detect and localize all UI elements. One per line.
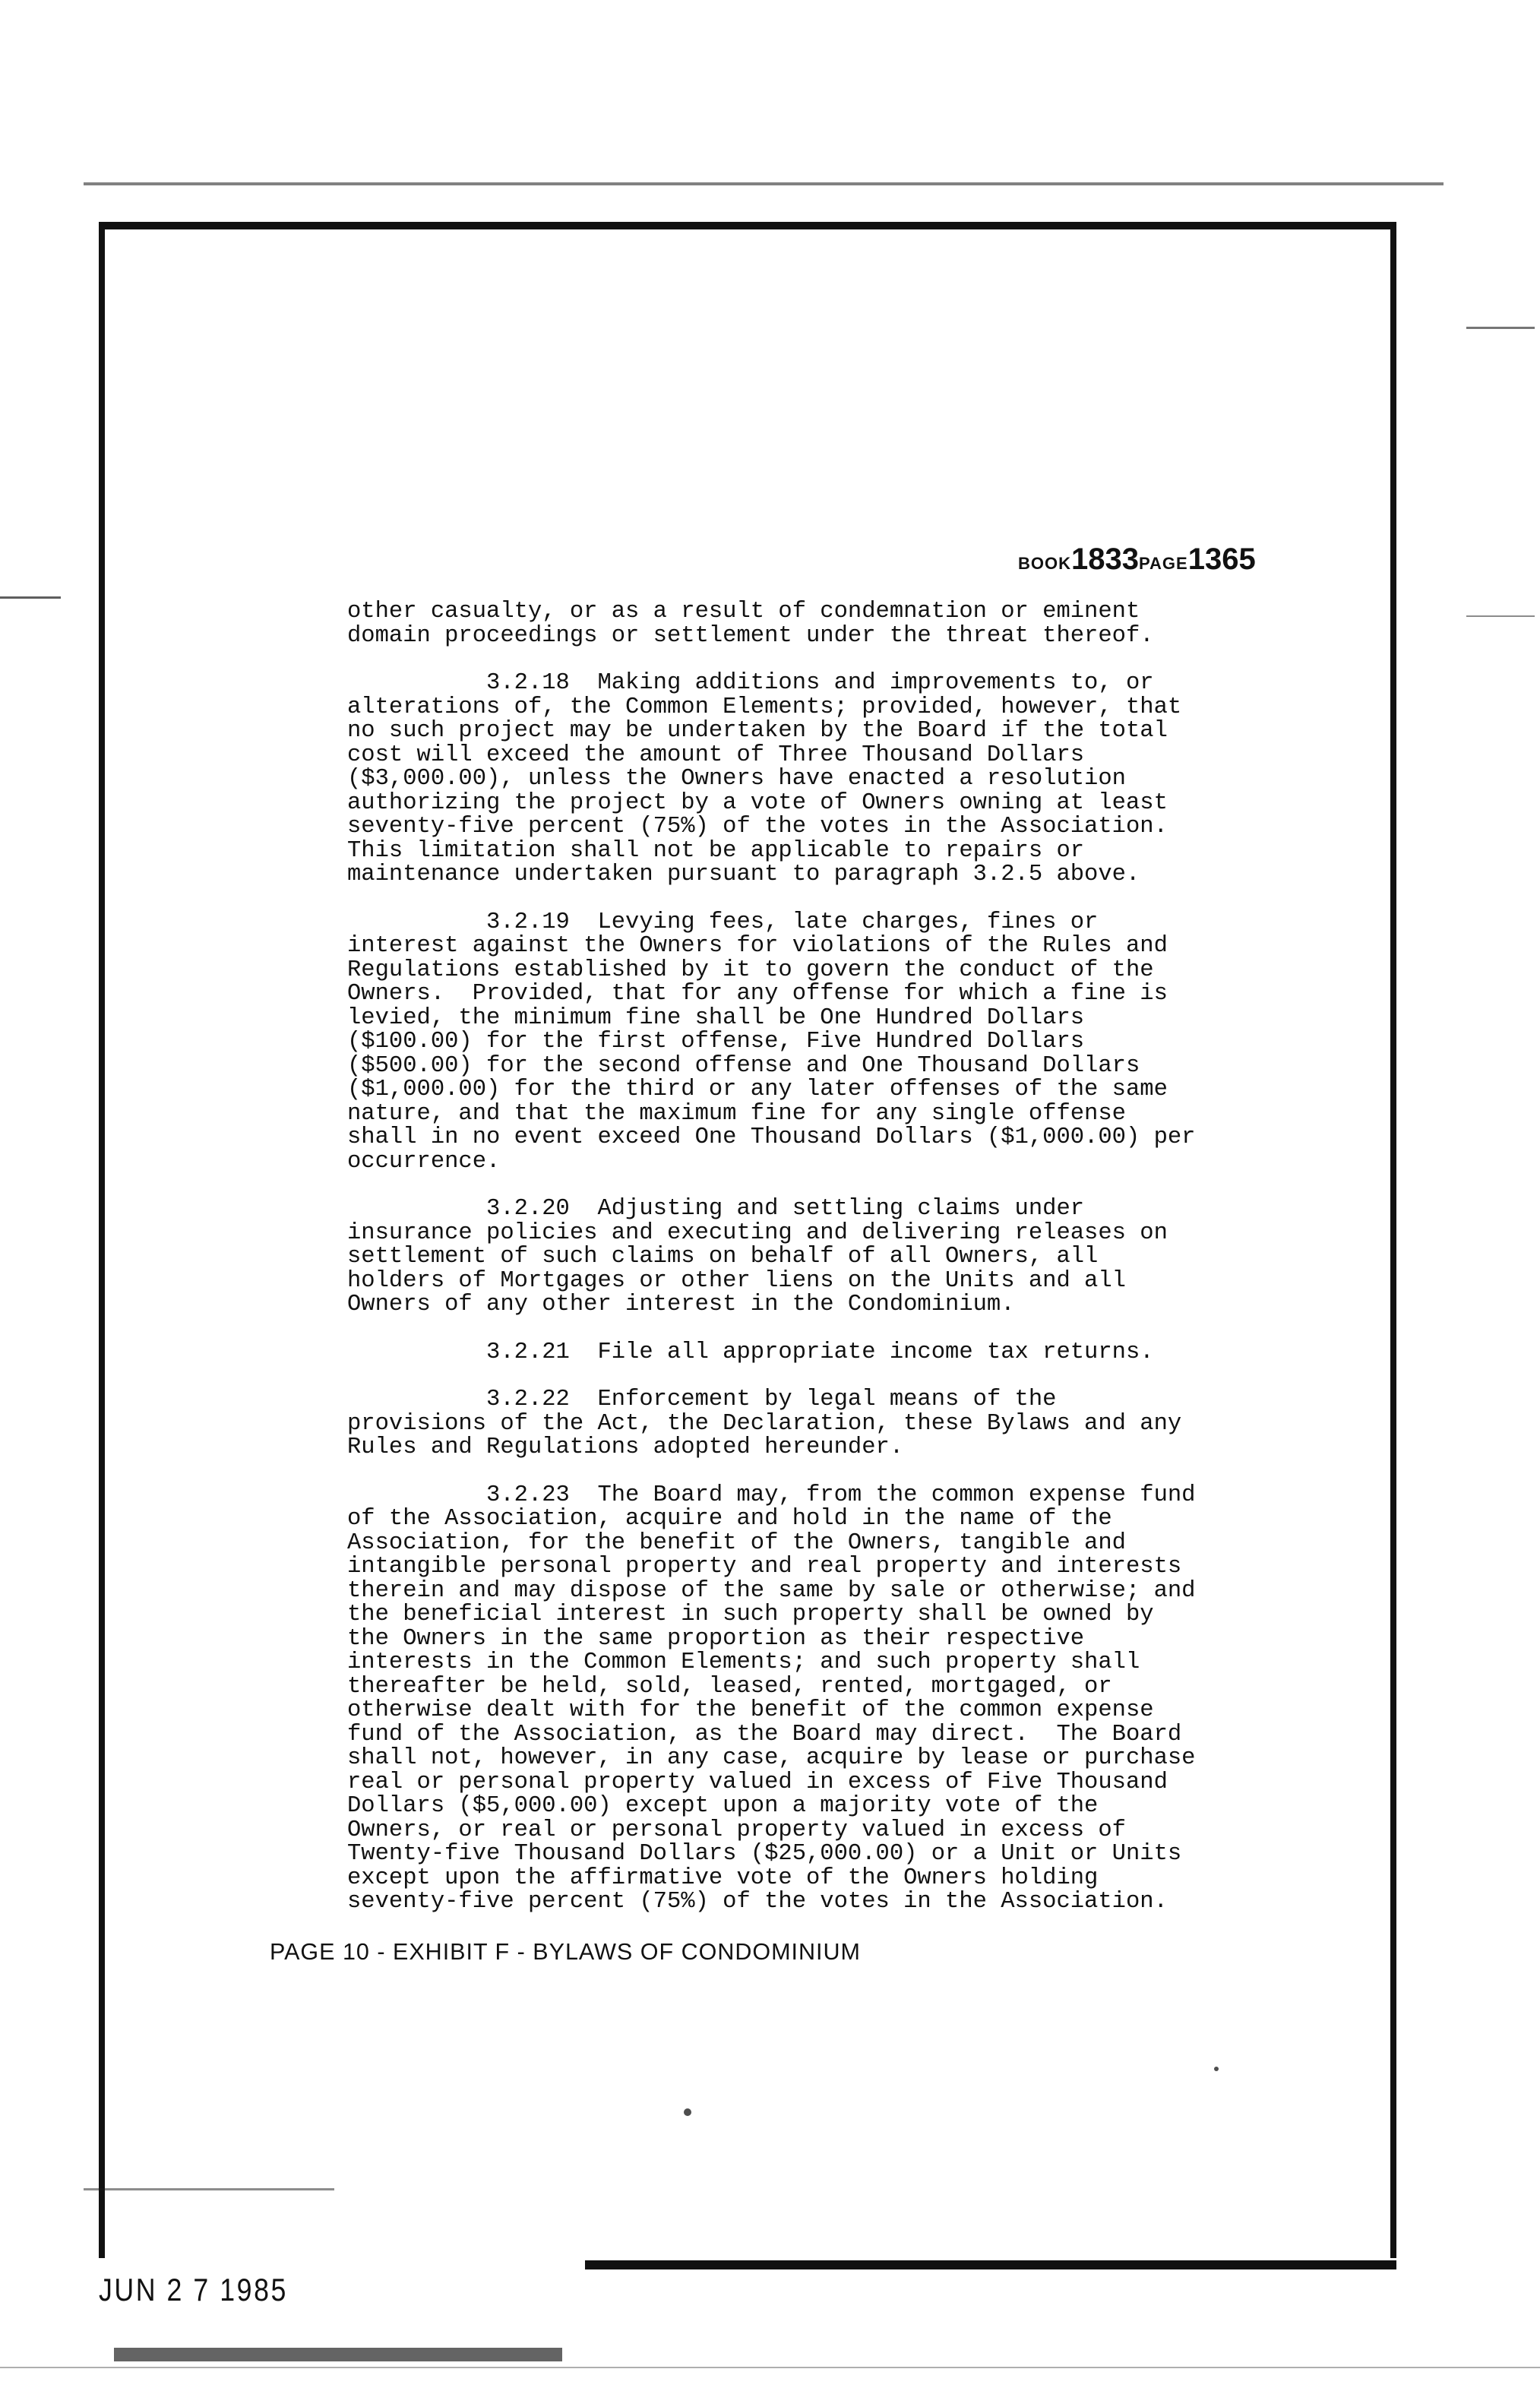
scan-frame-right — [1390, 222, 1396, 2258]
paragraph-3-2-23: 3.2.23 The Board may, from the common expense fund of the Association, acquire and hold in the name of the Association, for the benefit of the Owners, tangible and intangible personal property and real property and interests therein and may dispose of the same by sale or otherwise; and the beneficial interest in such property shall be owned by the Owners in the same proportion as their respective interests in the Common Elements; and such property shall thereafter be held, sold, leased, rented, mortgaged, or otherwise dealt with for the benefit of the common expense fund of the Association, as the Board may direct. The Board shall not, however, in any case, acquire by lease or purchase real or personal property valued in excess of Five Thousand Dollars ($5,000.00) except upon a majority vote of the Owners, or real or personal property valued in excess of Twenty-five Thousand Dollars ($25,000.00) or a Unit or Units except upon the affirmative vote of the Owners holding seventy-five percent (75%) of the votes in the Association. — [347, 1482, 1196, 1915]
scan-frame-top — [99, 222, 1396, 229]
page-number: 1365 — [1187, 542, 1256, 576]
scan-noise-line — [0, 596, 61, 599]
paragraph-3-2-22: 3.2.22 Enforcement by legal means of the provisions of the Act, the Declaration, these Bylaws and any Rules and Regulations adopted hereunder. — [347, 1387, 1182, 1460]
scan-noise-line — [1466, 327, 1535, 329]
paragraph-3-2-19: 3.2.19 Levying fees, late charges, fines or interest against the Owners for violations of the Rules and Regulations established by it to govern the conduct of the Owners. Provided, that for any offense for which a fine is levied, the minimum fine shall be One Hundred Dollars ($100.00) for the first offense, Five Hundred Dollars ($500.00) for the second offense and One Thousand Dollars ($1,000.00) for the third or any later offenses of the same nature, and that the maximum fine for any single offense shall in no event exceed One Thousand Dollars ($1,000.00) per occurrence. — [347, 909, 1196, 1175]
book-label: BOOK — [1018, 554, 1071, 573]
scan-noise-line — [0, 2367, 1540, 2368]
scan-smudge — [684, 2108, 691, 2116]
scan-smudge — [114, 2348, 562, 2361]
scan-noise-line — [1466, 615, 1535, 617]
scan-noise-line — [84, 182, 1444, 185]
paragraph-3-2-20: 3.2.20 Adjusting and settling claims under insurance policies and executing and delivering releases on settlement of such claims on behalf of all Owners, all holders of Mortgages or other liens on the Units and all Owners of any other interest in the Condominium. — [347, 1196, 1168, 1317]
paragraph-casualty-continuation: other casualty, or as a result of condemnation or eminent domain proceedings or settlement under the threat thereof. — [347, 599, 1154, 649]
scan-frame-bottom — [585, 2260, 1396, 2269]
book-page-reference — [1018, 542, 1256, 577]
scan-frame-left — [99, 222, 105, 2258]
scan-noise-line — [84, 2188, 334, 2190]
page-label: PAGE — [1138, 554, 1188, 573]
scan-smudge — [1214, 2067, 1219, 2071]
page-footer: PAGE 10 - EXHIBIT F - BYLAWS OF CONDOMINIUM — [270, 1939, 861, 1965]
paragraph-3-2-21: 3.2.21 File all appropriate income tax returns. — [347, 1339, 1154, 1365]
recording-date-stamp: JUN 2 7 1985 — [99, 2272, 288, 2307]
paragraph-3-2-18: 3.2.18 Making additions and improvements to, or alterations of, the Common Elements; provided, however, that no such project may be undertaken by the Board if the total cost will exceed the amount of Three Thousand Dollars ($3,000.00), unless the Owners have enacted a resolution authorizing the project by a vote of Owners owning at least seventy-five percent (75%) of the votes in the Association. This limitation shall not be applicable to repairs or maintenance undertaken pursuant to paragraph 3.2.5 above. — [347, 670, 1182, 887]
book-number: 1833 — [1071, 542, 1139, 576]
document-body — [347, 600, 1221, 1938]
